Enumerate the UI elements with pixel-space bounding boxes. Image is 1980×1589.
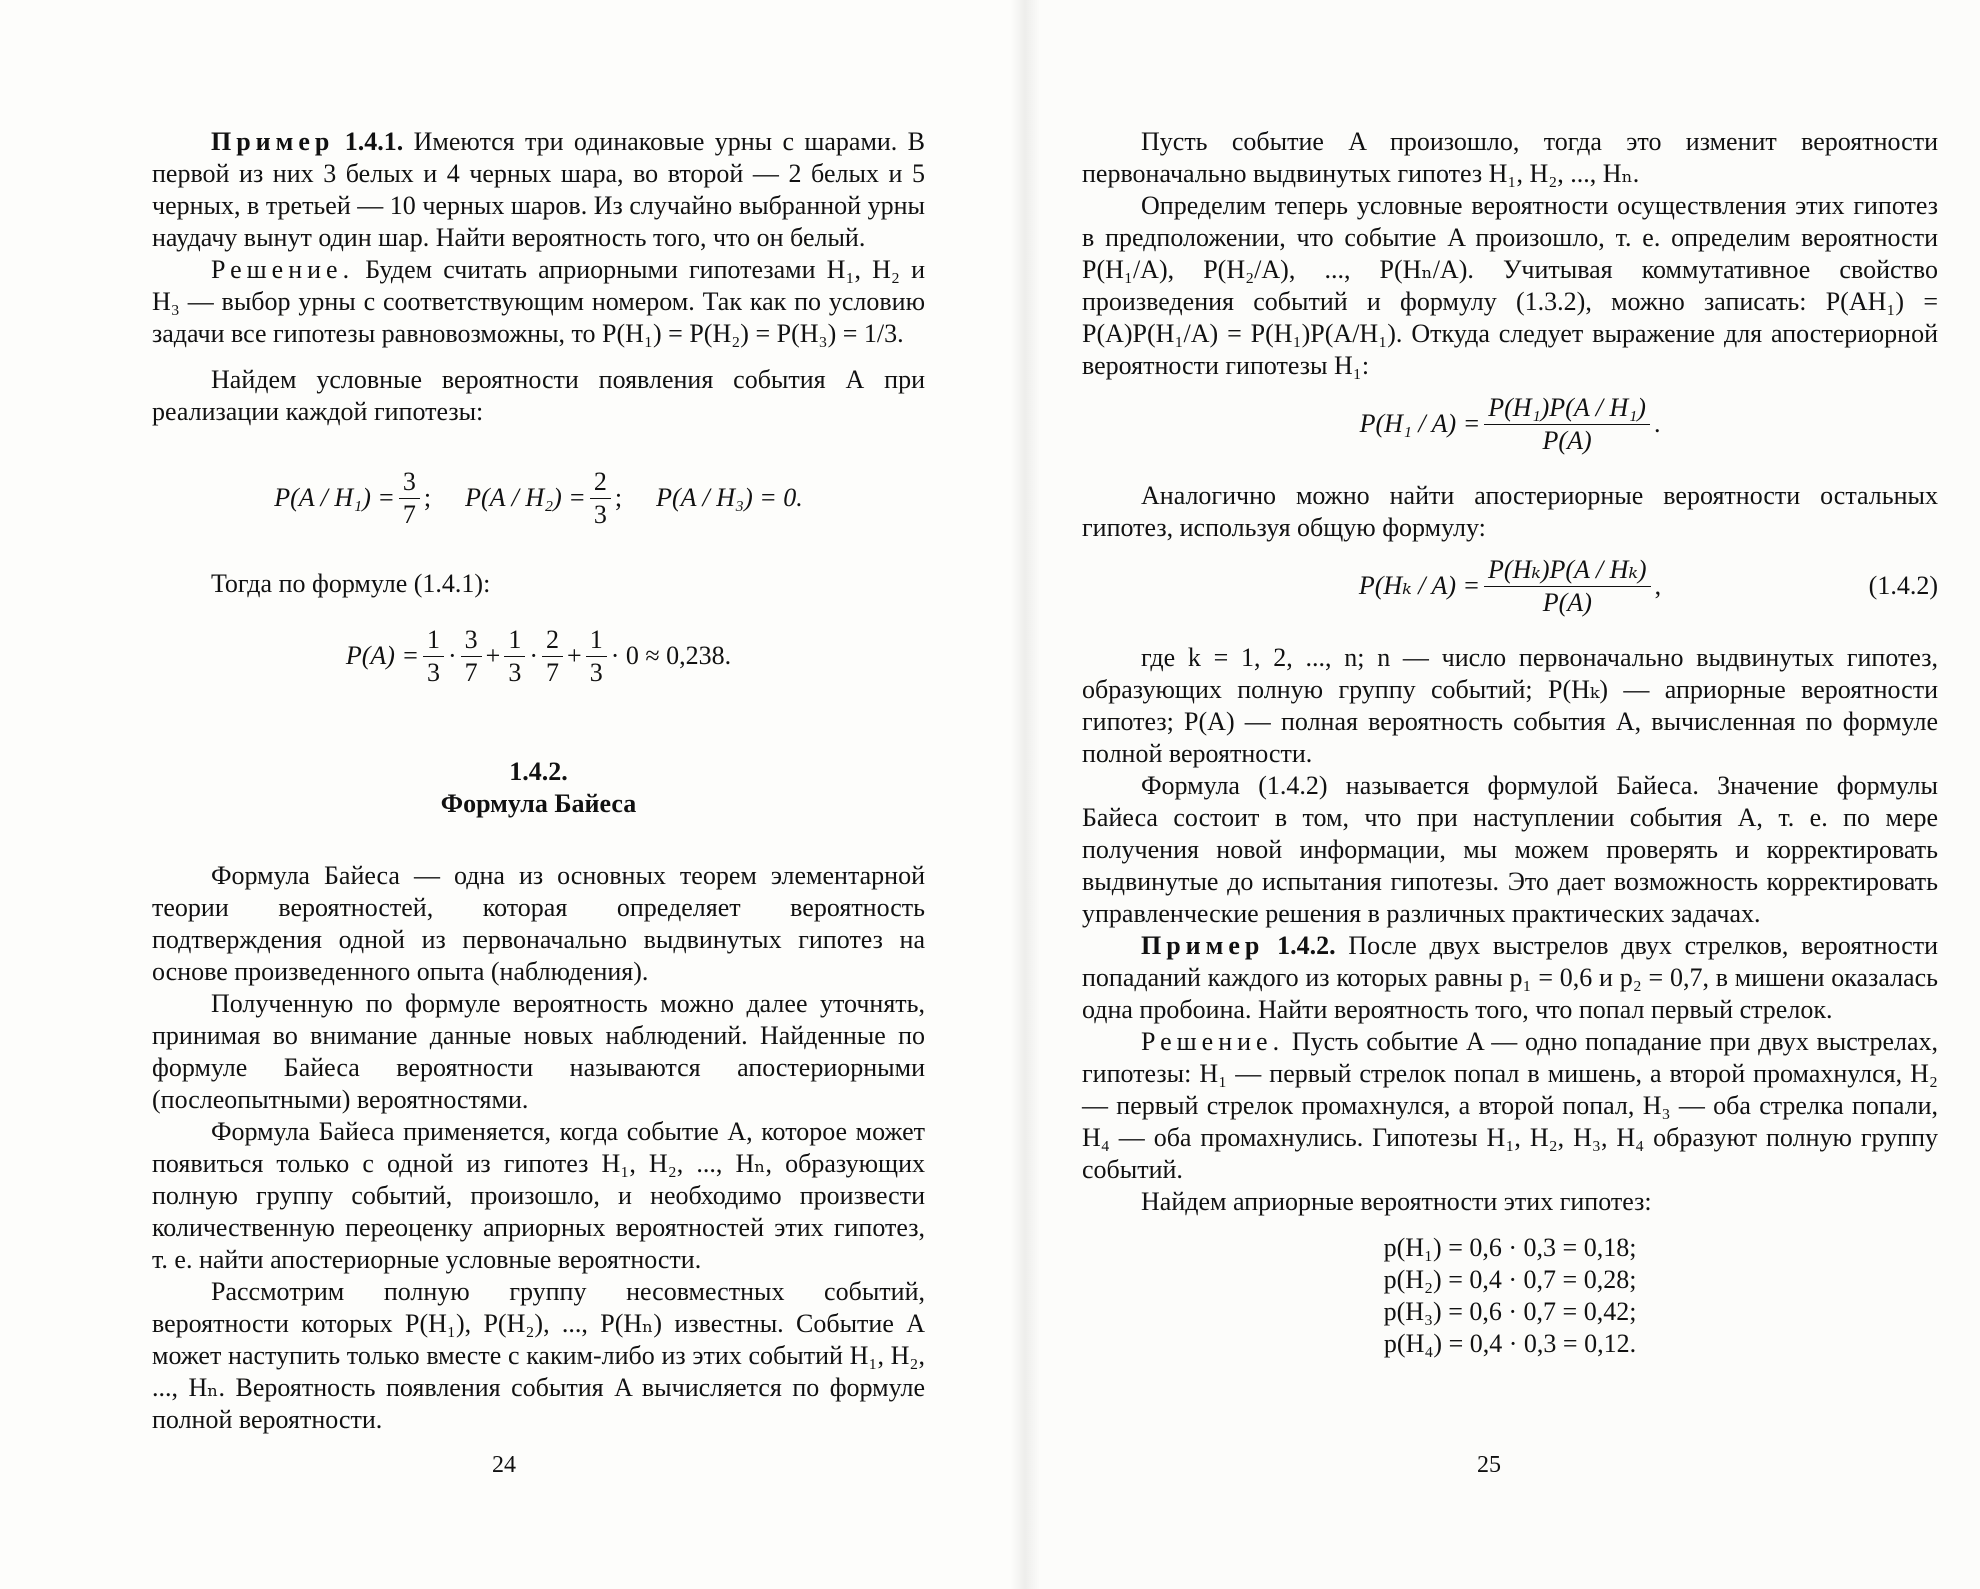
prior-item: p(H₄) = 0,4 · 0,3 = 0,12. <box>1383 1329 1637 1358</box>
example-label: Пример <box>211 127 335 156</box>
right-page-text <box>1082 126 1938 1360</box>
example-text: После двух выстрелов двух стрелков, вероятности попаданий каждого из которых равны p₁ = 0,6 и p₂ = 0,7, в мишени оказалась одна пробоина. Найти вероятность того, что попал первый стрелок. <box>1082 931 1939 1024</box>
example-label: Пример <box>1141 931 1265 960</box>
solution-text: Пусть событие A — одно попадание при двух выстрелах, гипотезы: H₁ — первый стрелок попал в мишень, а второй промахнулся, H₂ — первый стрелок промахнулся, а второй попал, H₃ — оба стрелка попали, H₄ — оба промахнулись. Гипотезы H₁, H₂, H₃, H₄ образуют полную группу событий. <box>1082 1027 1939 1184</box>
prior-item: p(H₃) = 0,6 · 0,7 = 0,42; <box>1383 1297 1637 1326</box>
equation-number: (1.4.2) <box>1868 571 1938 600</box>
eq1-b-lhs: P(A / H₂) = <box>465 483 586 512</box>
eq2-lhs: P(A) = <box>345 641 419 670</box>
eq3-lhs: P(H₁ / A) = <box>1359 409 1481 438</box>
eq1-a-lhs: P(A / H₁) = <box>274 483 395 512</box>
paragraph: Аналогично можно найти апостериорные вероятности остальных гипотез, используя общую формулу: <box>1082 481 1938 542</box>
prior-item: p(H₁) = 0,6 · 0,3 = 0,18; <box>1383 1233 1637 1262</box>
eq1-c: P(A / H₃) = 0. <box>656 483 803 512</box>
solution-1-4-2 <box>1082 1026 1938 1186</box>
solution-1-4-1 <box>152 254 925 350</box>
paragraph: Формула Байеса — одна из основных теорем элементарной теории вероятностей, которая определяет вероятность подтверждения одной из первоначально выдвинутых гипотез на основе произведенного опыта (наблюдения). <box>152 861 925 986</box>
equation-conditional-probabilities: P(A / H₁) = $\frac{3}{7}$ ; P(A / H₂) = $\frac{2}{3}$ ; P(A / H₃) = 0. <box>274 466 803 529</box>
paragraph: Формула (1.4.2) называется формулой Байеса. Значение формулы Байеса состоит в том, что при наступлении события A, т. е. по мере получения новой информации, мы можем проверять и корректировать выдвинутые до испытания гипотезы. Это дает возможность корректировать управленческие решения в различных практических задачах. <box>1082 771 1938 928</box>
prior-list <box>1082 1232 1938 1360</box>
section-title: Формула Байеса <box>440 789 637 818</box>
paragraph: Рассмотрим полную группу несовместных событий, вероятности которых P(H₁), P(H₂), ..., P(Hₙ) известны. Событие A может наступить только вместе с каким-либо из этих событий H₁, H₂, ..., Hₙ. Вероятность появления события A вычисляется по формуле полной вероятности. <box>152 1277 925 1434</box>
prior-item: p(H₂) = 0,4 · 0,7 = 0,28; <box>1383 1265 1637 1294</box>
page-number: 24 <box>492 1452 516 1478</box>
paragraph: Найдем априорные вероятности этих гипотез: <box>1141 1187 1652 1216</box>
equation-total-probability: P(A) = $\frac{1}{3}$ · $\frac{3}{7}$ + $\frac{1}{3}$ · $\frac{2}{7}$ + $\frac{1}{3}$ · 0 ≈ 0,238. <box>345 624 732 687</box>
example-text: Имеются три одинаковые урны с шарами. В первой из них 3 белых и 4 черных шара, во второй — 2 белых и 5 черных, в третьей — 10 черных шаров. Из случайно выбранной урны наудачу вынут один шар. Найти вероятность того, что он белый. <box>152 127 926 252</box>
paragraph: где k = 1, 2, ..., n; n — число первоначально выдвинутых гипотез, образующих полную группу событий; P(Hₖ) — априорные вероятности гипотез; P(A) — полная вероятность события A, вычисленная по формуле полной вероятности. <box>1082 643 1938 768</box>
solution-text: Будем считать априорными гипотезами H₁, H₂ и H₃ — выбор урны с соответствующим номером. Так как по условию задачи все гипотезы равновозможны, то P(H₁) = P(H₂) = P(H₃) = 1/3. <box>152 255 926 348</box>
equation-bayes: P(Hₖ / A) = $\frac{\text{P(Hₖ)P(A / Hₖ)}}{P(A)}$ , (1.4.2) <box>1358 554 1938 617</box>
paragraph: Формула Байеса применяется, когда событие A, которое может появиться только с одной из гипотез H₁, H₂, ..., Hₙ, образующих полную группу событий, произошло, и необходимо произвести количественную переоценку априорных вероятностей этих гипотез, т. е. найти апостериорные условные вероятности. <box>152 1117 925 1274</box>
example-1-4-1 <box>152 126 925 254</box>
equation-posterior-h1: P(H₁ / A) = $\frac{\text{P(H₁)P(A / H₁)}}{P(A)}$ . <box>1359 392 1661 455</box>
example-number: 1.4.1. <box>344 127 404 156</box>
section-number: 1.4.2. <box>509 757 568 786</box>
fraction: $\frac{3}{7}$ <box>399 466 420 531</box>
then-formula-text: Тогда по формуле (1.4.1): <box>211 569 491 598</box>
solution-label: Решение. <box>1141 1027 1285 1056</box>
paragraph: Пусть событие A произошло, тогда это изменит вероятности первоначально выдвинутых гипотез H₁, H₂, ..., Hₙ. <box>1082 127 1938 188</box>
right-page <box>1020 0 1980 1589</box>
eq4-lhs: P(Hₖ / A) = <box>1358 571 1481 600</box>
book-gutter <box>1010 0 1040 1589</box>
page-number: 25 <box>1477 1452 1501 1478</box>
paragraph: Полученную по формуле вероятность можно далее уточнять, принимая во внимание данные новых наблюдений. Найденные по формуле Байеса вероятности называются апостериорными (послеопытными) вероятностями. <box>152 989 925 1114</box>
eq2-tail: · 0 ≈ 0,238. <box>610 641 732 670</box>
solution-label: Решение. <box>211 255 355 284</box>
example-number: 1.4.2. <box>1277 931 1336 960</box>
example-1-4-2 <box>1082 930 1938 1026</box>
fraction: $\frac{2}{3}$ <box>590 466 611 531</box>
paragraph: Определим теперь условные вероятности осуществления этих гипотез в предположении, что событие A произошло, т. е. определим вероятности P(H₁/A), P(H₂/A), ..., P(Hₙ/A). Учитывая коммутативное свойство произведения событий и формулу (1.3.2), можно записать: P(AH₁) = P(A)P(H₁/A) = P(H₁)P(A/H₁). Откуда следует выражение для апостериорной вероятности гипотезы H₁: <box>1082 191 1938 380</box>
conditional-intro: Найдем условные вероятности появления события А при реализации каждой гипотезы: <box>152 365 925 426</box>
left-page-text <box>152 126 925 1436</box>
